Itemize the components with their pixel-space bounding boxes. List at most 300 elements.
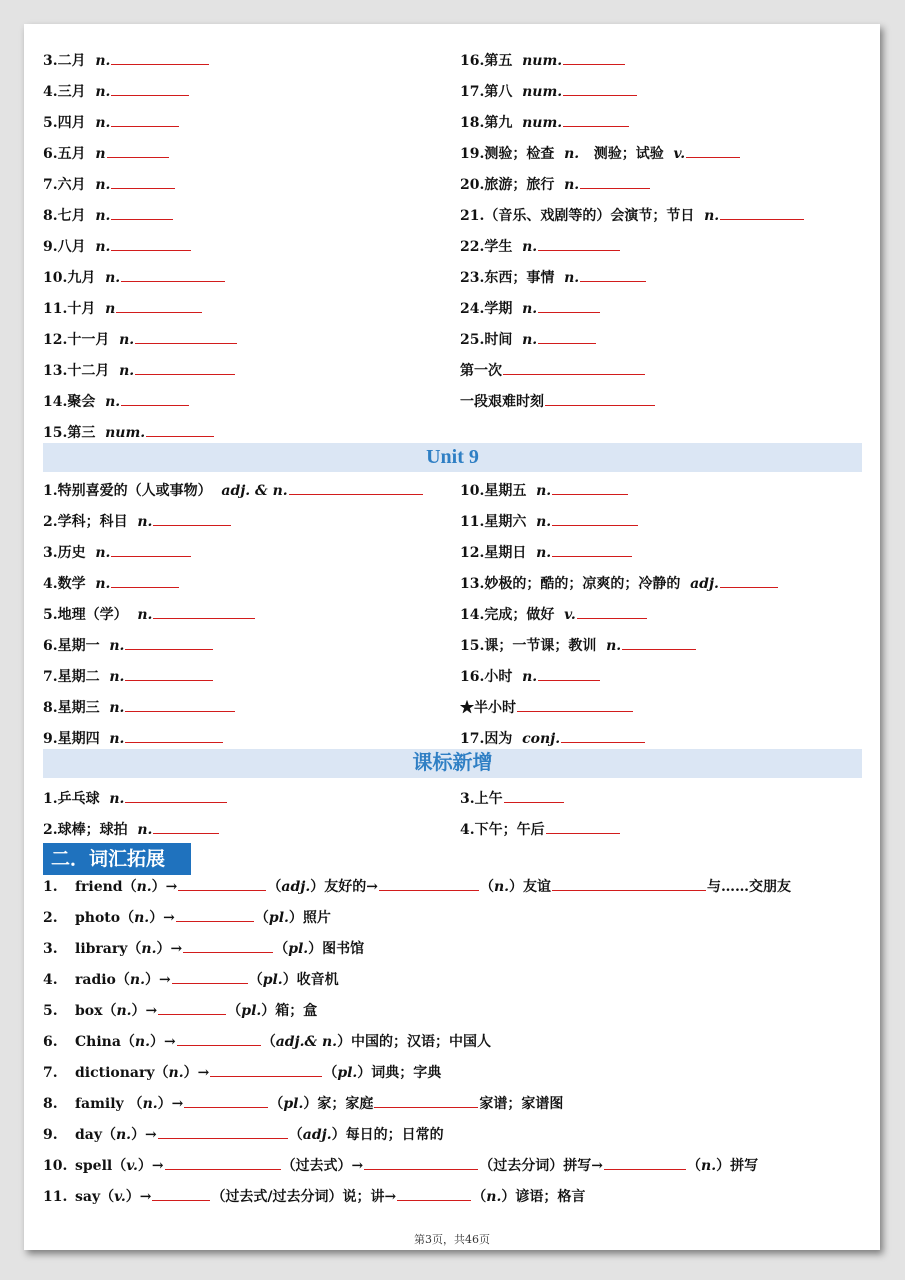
answer-blank[interactable] <box>546 818 620 834</box>
answer-blank[interactable] <box>121 266 225 282</box>
expansion-item <box>43 1123 444 1145</box>
expansion-item <box>43 906 331 928</box>
part-of-speech: n. <box>95 545 111 561</box>
vocab-item <box>460 266 647 288</box>
part-of-speech: conj. <box>522 731 561 747</box>
expansion-item <box>43 875 791 897</box>
item-text: ）→ <box>151 879 178 895</box>
part-of-speech: n. <box>109 731 125 747</box>
item-number: 8. <box>43 1096 58 1112</box>
answer-blank[interactable] <box>545 390 655 406</box>
vocab-item <box>43 541 192 563</box>
answer-blank[interactable] <box>183 937 273 953</box>
part-of-speech: adj. & n. <box>221 483 288 499</box>
part-of-speech: n <box>95 146 106 162</box>
vocab-item <box>460 479 629 501</box>
item-label: 18.第九 <box>460 115 513 131</box>
part-of-speech: n. <box>136 879 152 895</box>
item-number: 10. <box>43 1158 68 1174</box>
item-label: 3.上午 <box>460 791 503 807</box>
item-number: 6. <box>43 1034 58 1050</box>
item-text: library（ <box>75 941 142 957</box>
part-of-speech: pl. <box>241 1003 262 1019</box>
part-of-speech: n. <box>701 1158 717 1174</box>
item-label: 19.测验；检查 <box>460 146 555 162</box>
item-number: 4. <box>43 972 58 988</box>
part-of-speech: n. <box>522 332 538 348</box>
item-text: （ <box>274 941 289 957</box>
part-of-speech: n <box>105 301 116 317</box>
part-of-speech: n. <box>95 84 111 100</box>
vocab-item <box>43 572 180 594</box>
item-label: 21.（音乐、戏剧等的）会演节；节日 <box>460 208 695 224</box>
vocab-item <box>460 49 626 71</box>
item-text: （过去式/过去分词）说；讲→ <box>211 1189 397 1205</box>
answer-blank[interactable] <box>563 49 625 65</box>
expansion-item <box>43 1061 441 1083</box>
part-of-speech: n. <box>109 669 125 685</box>
part-of-speech: n. <box>536 545 552 561</box>
vocab-item <box>43 603 256 625</box>
part-of-speech: n. <box>522 669 538 685</box>
answer-blank[interactable] <box>153 603 255 619</box>
item-text: ）中国的；汉语；中国人 <box>337 1034 492 1050</box>
item-text: ）照片 <box>288 910 331 926</box>
worksheet-page <box>24 24 880 1250</box>
item-label: 5.四月 <box>43 115 86 131</box>
item-label: 20.旅游；旅行 <box>460 177 555 193</box>
part-of-speech: n. <box>536 514 552 530</box>
item-label: 1.特别喜爱的（人或事物） <box>43 483 212 499</box>
item-label: 8.星期三 <box>43 700 100 716</box>
part-of-speech: n. <box>119 332 135 348</box>
answer-blank[interactable] <box>720 204 804 220</box>
part-of-speech: n. <box>116 1003 132 1019</box>
answer-blank[interactable] <box>158 1123 288 1139</box>
answer-blank[interactable] <box>111 173 175 189</box>
item-label: 9.星期四 <box>43 731 100 747</box>
answer-blank[interactable] <box>146 421 214 437</box>
part-of-speech: n. <box>137 822 153 838</box>
part-of-speech: n. <box>109 700 125 716</box>
vocab-item <box>460 142 741 164</box>
item-text: ）→ <box>137 1158 164 1174</box>
item-text: ）箱；盒 <box>261 1003 318 1019</box>
part-of-speech: v. <box>564 607 576 623</box>
part-of-speech: n. <box>105 394 121 410</box>
part-of-speech: n. <box>168 1065 184 1081</box>
vocab-item <box>460 787 565 809</box>
vocab-item <box>43 204 174 226</box>
part-of-speech: adj. <box>690 576 719 592</box>
answer-blank[interactable] <box>176 906 254 922</box>
vocab-item <box>43 359 236 381</box>
vocab-item <box>460 818 621 840</box>
vocab-item <box>43 297 203 319</box>
part-of-speech: n. <box>137 514 153 530</box>
item-label: 12.十一月 <box>43 332 110 348</box>
part-of-speech: n. <box>95 239 111 255</box>
item-number: 5. <box>43 1003 58 1019</box>
vocab-item <box>43 49 210 71</box>
item-label: 17.因为 <box>460 731 513 747</box>
vocab-item <box>43 80 190 102</box>
item-label-2: 测验；试验 <box>593 146 664 162</box>
item-label: 14.聚会 <box>43 394 96 410</box>
vocab-item <box>460 572 779 594</box>
part-of-speech: pl. <box>268 910 289 926</box>
item-text: （过去式）→ <box>281 1158 364 1174</box>
item-text: ）词典；字典 <box>357 1065 442 1081</box>
item-text: ）友好的→ <box>310 879 378 895</box>
answer-blank[interactable] <box>125 787 227 803</box>
item-label: 25.时间 <box>460 332 513 348</box>
part-of-speech: n. <box>119 363 135 379</box>
item-label: 8.七月 <box>43 208 86 224</box>
unit9-header: Unit 9 <box>43 443 862 472</box>
item-label: 17.第八 <box>460 84 513 100</box>
part-of-speech: v. <box>114 1189 126 1205</box>
answer-blank[interactable] <box>125 696 235 712</box>
answer-blank[interactable] <box>379 875 479 891</box>
vocab-item <box>43 787 228 809</box>
item-label: 4.下午；午后 <box>460 822 545 838</box>
part-of-speech: n. <box>704 208 720 224</box>
answer-blank[interactable] <box>184 1092 268 1108</box>
answer-blank[interactable] <box>720 572 778 588</box>
vocab-item <box>460 603 648 625</box>
item-text: （ <box>323 1065 338 1081</box>
item-text: （ <box>248 972 263 988</box>
answer-blank[interactable] <box>552 510 638 526</box>
vocab-item <box>43 266 226 288</box>
item-label: 1.乒乓球 <box>43 791 100 807</box>
answer-blank[interactable] <box>517 696 633 712</box>
item-text: say（ <box>75 1189 115 1205</box>
vocab-item <box>460 80 638 102</box>
item-label: 14.完成；做好 <box>460 607 555 623</box>
vocab-item <box>460 204 805 226</box>
part-of-speech: pl. <box>262 972 283 988</box>
part-of-speech: n. <box>564 270 580 286</box>
item-text: ）→ <box>125 1189 152 1205</box>
vocab-item <box>460 696 634 718</box>
part-of-speech: n. <box>95 177 111 193</box>
expansion-item <box>43 999 317 1021</box>
part-of-speech: n. <box>109 791 125 807</box>
item-label: 第一次 <box>460 363 502 379</box>
item-text: day（ <box>75 1127 116 1143</box>
answer-blank[interactable] <box>289 479 423 495</box>
item-text: ）→ <box>149 1034 176 1050</box>
part-of-speech: pl. <box>288 941 309 957</box>
part-of-speech: v. <box>126 1158 138 1174</box>
answer-blank[interactable] <box>111 572 179 588</box>
answer-blank[interactable] <box>178 875 266 891</box>
expansion-item <box>43 1185 585 1207</box>
part-of-speech: n. <box>134 1034 150 1050</box>
answer-blank[interactable] <box>580 173 650 189</box>
item-text: ）每日的；日常的 <box>331 1127 444 1143</box>
answer-blank[interactable] <box>125 634 213 650</box>
part-of-speech: n. <box>137 607 153 623</box>
item-label: ★半小时 <box>460 700 516 716</box>
answer-blank[interactable] <box>158 999 226 1015</box>
new-standard-header: 课标新增 <box>43 749 862 778</box>
answer-blank[interactable] <box>135 328 237 344</box>
item-label: 10.星期五 <box>460 483 527 499</box>
vocab-item <box>460 173 651 195</box>
answer-blank[interactable] <box>210 1061 322 1077</box>
item-label: 6.五月 <box>43 146 86 162</box>
item-text: ）谚语；格言 <box>501 1189 586 1205</box>
answer-blank[interactable] <box>125 665 213 681</box>
item-number: 1. <box>43 879 58 895</box>
part-of-speech: num. <box>522 115 563 131</box>
item-label: 15.第三 <box>43 425 96 441</box>
item-number: 11. <box>43 1189 68 1205</box>
answer-blank[interactable] <box>111 111 179 127</box>
answer-blank[interactable] <box>107 142 169 158</box>
item-label: 2.球棒；球拍 <box>43 822 128 838</box>
vocab-item <box>460 390 656 412</box>
item-text: ）→ <box>131 1127 157 1143</box>
answer-blank[interactable] <box>111 541 191 557</box>
item-label: 一段艰难时刻 <box>460 394 544 410</box>
part-of-speech: n. <box>536 483 552 499</box>
expansion-item <box>43 1154 758 1176</box>
item-text: family （ <box>75 1096 143 1112</box>
answer-blank[interactable] <box>111 49 209 65</box>
item-number: 3. <box>43 941 58 957</box>
vocab-item <box>43 173 176 195</box>
vocab-item <box>460 634 697 656</box>
answer-blank[interactable] <box>622 634 696 650</box>
item-text: box（ <box>75 1003 117 1019</box>
vocab-item <box>43 665 214 687</box>
item-label: 3.二月 <box>43 53 86 69</box>
item-label: 3.历史 <box>43 545 86 561</box>
answer-blank[interactable] <box>538 665 600 681</box>
vocab-item <box>43 634 214 656</box>
item-text: ）收音机 <box>282 972 339 988</box>
item-text: 家谱；家谱图 <box>479 1096 564 1112</box>
item-text: friend（ <box>75 879 137 895</box>
item-text: （ <box>687 1158 702 1174</box>
expansion-item <box>43 1030 491 1052</box>
answer-blank[interactable] <box>152 1185 210 1201</box>
vocab-item <box>460 665 601 687</box>
item-number: 2. <box>43 910 58 926</box>
vocab-item <box>43 421 215 443</box>
answer-blank[interactable] <box>153 818 219 834</box>
part-of-speech: pl. <box>283 1096 304 1112</box>
part-of-speech: n. <box>142 1096 158 1112</box>
part-of-speech: n. <box>493 879 509 895</box>
answer-blank[interactable] <box>563 111 629 127</box>
answer-blank[interactable] <box>153 510 231 526</box>
item-number: 9. <box>43 1127 58 1143</box>
item-label: 11.十月 <box>43 301 96 317</box>
answer-blank[interactable] <box>552 541 632 557</box>
answer-blank[interactable] <box>111 80 189 96</box>
item-label: 24.学期 <box>460 301 513 317</box>
vocab-item <box>460 235 621 257</box>
item-label: 22.学生 <box>460 239 513 255</box>
part-of-speech: n. <box>134 910 150 926</box>
item-label: 5.地理（学） <box>43 607 128 623</box>
item-label: 10.九月 <box>43 270 96 286</box>
part-of-speech: n. <box>95 115 111 131</box>
vocab-item <box>460 111 630 133</box>
vocab-item <box>460 328 597 350</box>
item-text: （ <box>227 1003 242 1019</box>
part-of-speech: n. <box>105 270 121 286</box>
expansion-item <box>43 937 364 959</box>
item-label: 16.小时 <box>460 669 513 685</box>
item-label: 7.六月 <box>43 177 86 193</box>
item-label: 12.星期日 <box>460 545 527 561</box>
vocab-item <box>43 696 236 718</box>
part-of-speech: n. <box>486 1189 502 1205</box>
item-text: ）→ <box>144 972 171 988</box>
vocab-item <box>43 235 192 257</box>
item-label: 9.八月 <box>43 239 86 255</box>
item-text: （ <box>261 1034 276 1050</box>
item-text: ）图书馆 <box>308 941 365 957</box>
vocab-item <box>43 328 238 350</box>
item-text: （ <box>254 910 269 926</box>
section-badge: 二．词汇拓展 <box>43 843 191 875</box>
item-label: 4.数学 <box>43 576 86 592</box>
answer-blank[interactable] <box>561 727 645 743</box>
item-text: ）→ <box>157 1096 184 1112</box>
vocab-item <box>460 541 633 563</box>
answer-blank[interactable] <box>121 390 189 406</box>
item-label: 13.妙极的；酷的；凉爽的；冷静的 <box>460 576 681 592</box>
answer-blank[interactable] <box>116 297 202 313</box>
item-label: 2.学科；科目 <box>43 514 128 530</box>
answer-blank[interactable] <box>563 80 637 96</box>
item-text: ）→ <box>156 941 183 957</box>
answer-blank[interactable] <box>165 1154 281 1170</box>
item-label: 11.星期六 <box>460 514 527 530</box>
item-label: 16.第五 <box>460 53 513 69</box>
answer-blank[interactable] <box>111 235 191 251</box>
item-text: radio（ <box>75 972 130 988</box>
item-label: 13.十二月 <box>43 363 110 379</box>
part-of-speech: n. <box>129 972 145 988</box>
item-text: （ <box>267 879 282 895</box>
item-text: ）→ <box>131 1003 158 1019</box>
answer-blank[interactable] <box>125 727 223 743</box>
item-text: dictionary（ <box>75 1065 169 1081</box>
part-of-speech: num. <box>522 53 563 69</box>
answer-blank[interactable] <box>177 1030 261 1046</box>
answer-blank[interactable] <box>172 968 248 984</box>
vocab-item <box>43 142 170 164</box>
part-of-speech: n. <box>116 1127 132 1143</box>
answer-blank[interactable] <box>538 328 596 344</box>
page-footer: 第3页，共46页 <box>414 1233 490 1246</box>
item-label: 23.东西；事情 <box>460 270 555 286</box>
answer-blank[interactable] <box>552 875 706 891</box>
item-text: （ <box>472 1189 487 1205</box>
item-text: ）友谊 <box>509 879 551 895</box>
part-of-speech: n. <box>606 638 622 654</box>
answer-blank[interactable] <box>577 603 647 619</box>
vocab-item <box>460 297 601 319</box>
item-text: ）→ <box>149 910 175 926</box>
vocab-item <box>460 727 646 749</box>
item-label: 4.三月 <box>43 84 86 100</box>
item-text: China（ <box>75 1034 135 1050</box>
part-of-speech: adj.& n. <box>275 1034 338 1050</box>
item-text: spell（ <box>75 1158 127 1174</box>
item-label: 6.星期一 <box>43 638 100 654</box>
part-of-speech: n. <box>95 53 111 69</box>
part-of-speech: n. <box>564 146 580 162</box>
item-text: photo（ <box>75 910 135 926</box>
item-number: 7. <box>43 1065 58 1081</box>
answer-blank[interactable] <box>503 359 645 375</box>
item-text: ）→ <box>183 1065 210 1081</box>
part-of-speech: adj. <box>281 879 311 895</box>
part-of-speech: pl. <box>337 1065 358 1081</box>
vocab-item <box>43 727 224 749</box>
expansion-item <box>43 968 339 990</box>
answer-blank[interactable] <box>364 1154 478 1170</box>
answer-blank[interactable] <box>686 142 740 158</box>
part-of-speech: n. <box>95 208 111 224</box>
answer-blank[interactable] <box>504 787 564 803</box>
answer-blank[interactable] <box>580 266 646 282</box>
vocab-item <box>460 359 646 381</box>
item-text: 与……交朋友 <box>707 879 791 895</box>
part-of-speech: n. <box>141 941 157 957</box>
part-of-speech: n. <box>522 301 538 317</box>
vocab-item <box>43 479 424 501</box>
answer-blank[interactable] <box>538 297 600 313</box>
item-text: ）家；家庭 <box>303 1096 374 1112</box>
answer-blank[interactable] <box>111 204 173 220</box>
part-of-speech: num. <box>105 425 146 441</box>
part-of-speech: n. <box>564 177 580 193</box>
item-text: （ <box>479 879 494 895</box>
item-label: 15.课；一节课；教训 <box>460 638 597 654</box>
answer-blank[interactable] <box>374 1092 478 1108</box>
item-text: （ <box>288 1127 303 1143</box>
item-label: 7.星期二 <box>43 669 100 685</box>
part-of-speech: adj. <box>302 1127 332 1143</box>
answer-blank[interactable] <box>135 359 235 375</box>
answer-blank[interactable] <box>538 235 620 251</box>
part-of-speech: n. <box>109 638 125 654</box>
part-of-speech-2: v. <box>673 146 686 162</box>
answer-blank[interactable] <box>604 1154 686 1170</box>
part-of-speech: num. <box>522 84 563 100</box>
answer-blank[interactable] <box>552 479 628 495</box>
vocab-item <box>43 818 220 840</box>
expansion-item <box>43 1092 563 1114</box>
part-of-speech: n. <box>522 239 538 255</box>
answer-blank[interactable] <box>397 1185 471 1201</box>
item-text: （ <box>269 1096 284 1112</box>
vocab-item <box>43 390 190 412</box>
item-text: （过去分词）拼写→ <box>479 1158 604 1174</box>
vocab-item <box>43 111 180 133</box>
part-of-speech: n. <box>95 576 111 592</box>
